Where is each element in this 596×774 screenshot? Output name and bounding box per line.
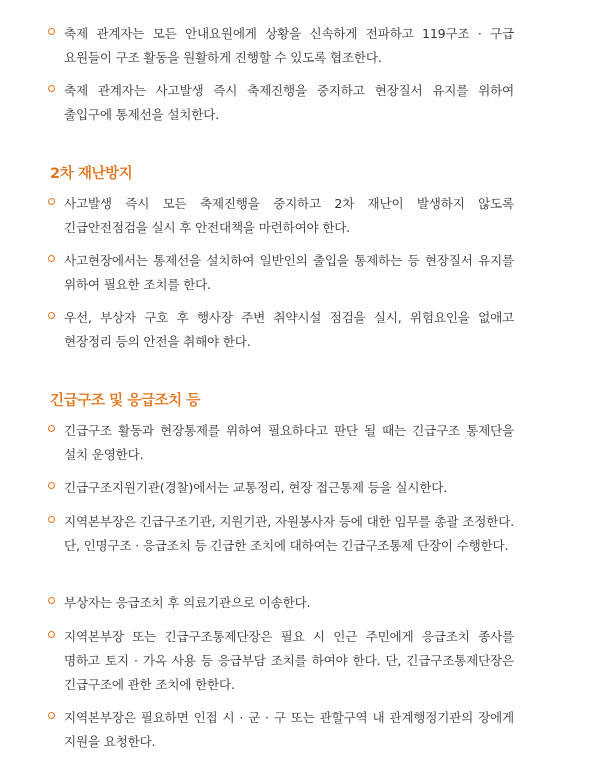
bullet-icon: [48, 631, 55, 638]
list-item-text: 긴급구조 활동과 현장통제를 위하여 필요하다고 판단 될 때는 긴급구조 통제단을 설치 운영한다.: [64, 423, 514, 462]
bullet-icon: [48, 85, 55, 92]
bullet-icon: [48, 516, 55, 523]
bullet-icon: [48, 712, 55, 719]
bullet-icon: [48, 28, 55, 35]
section-heading: 긴급구조 및 응급조치 등: [50, 393, 201, 409]
bullet-icon: [48, 425, 55, 432]
list-item-text: 우선, 부상자 구호 후 행사장 주변 취약시설 점검을 실시, 위험요인을 없애고 현장정리 등의 안전을 취해야 한다.: [64, 310, 514, 349]
bullet-icon: [48, 312, 55, 319]
list-item-text: 사고현장에서는 통제선을 설치하여 일반인의 출입을 통제하는 등 현장질서 유지를 위하여 필요한 조치를 한다.: [64, 253, 514, 292]
bullet-icon: [48, 482, 55, 489]
list-item-text: 긴급구조지원기관(경찰)에서는 교통정리, 현장 접근통제 등을 실시한다.: [64, 480, 448, 495]
section-heading: 2차 재난방지: [50, 166, 133, 182]
list-item-text: 지역본부장은 필요하면 인접 시 · 군 · 구 또는 관할구역 내 관계행정기관의 장에게 지원을 요청한다.: [64, 710, 514, 749]
bullet-icon: [48, 597, 55, 604]
list-item-text: 부상자는 응급조치 후 의료기관으로 이송한다.: [64, 595, 311, 610]
list-item-text: 축제 관계자는 모든 안내요원에게 상황을 신속하게 전파하고 119구조 · 구급 요원들이 구조 활동을 원활하게 진행할 수 있도록 협조한다.: [64, 26, 514, 65]
list-item-text: 지역본부장은 긴급구조기관, 지원기관, 자원봉사자 등에 대한 임무를 총괄 조정한다. 단, 인명구조 · 응급조치 등 긴급한 조치에 대하여는 긴급구조통제 단장이 수행한다.: [64, 514, 514, 553]
list-item-text: 축제 관계자는 사고발생 즉시 축제진행을 중지하고 현장질서 유지를 위하여 출입구에 통제선을 설치한다.: [64, 83, 514, 122]
list-item-text: 사고발생 즉시 모든 축제진행을 중지하고 2차 재난이 발생하지 않도록 긴급안전점검을 실시 후 안전대책을 마련하여야 한다.: [64, 196, 514, 235]
list-item-text: 지역본부장 또는 긴급구조통제단장은 필요 시 인근 주민에게 응급조치 종사를 명하고 토지 · 가옥 사용 등 응급부담 조치를 하여야 한다. 단, 긴급구조통제단장은 긴급구조에 관한 조치에 한한다.: [64, 629, 514, 692]
bullet-icon: [48, 198, 55, 205]
bullet-icon: [48, 255, 55, 262]
